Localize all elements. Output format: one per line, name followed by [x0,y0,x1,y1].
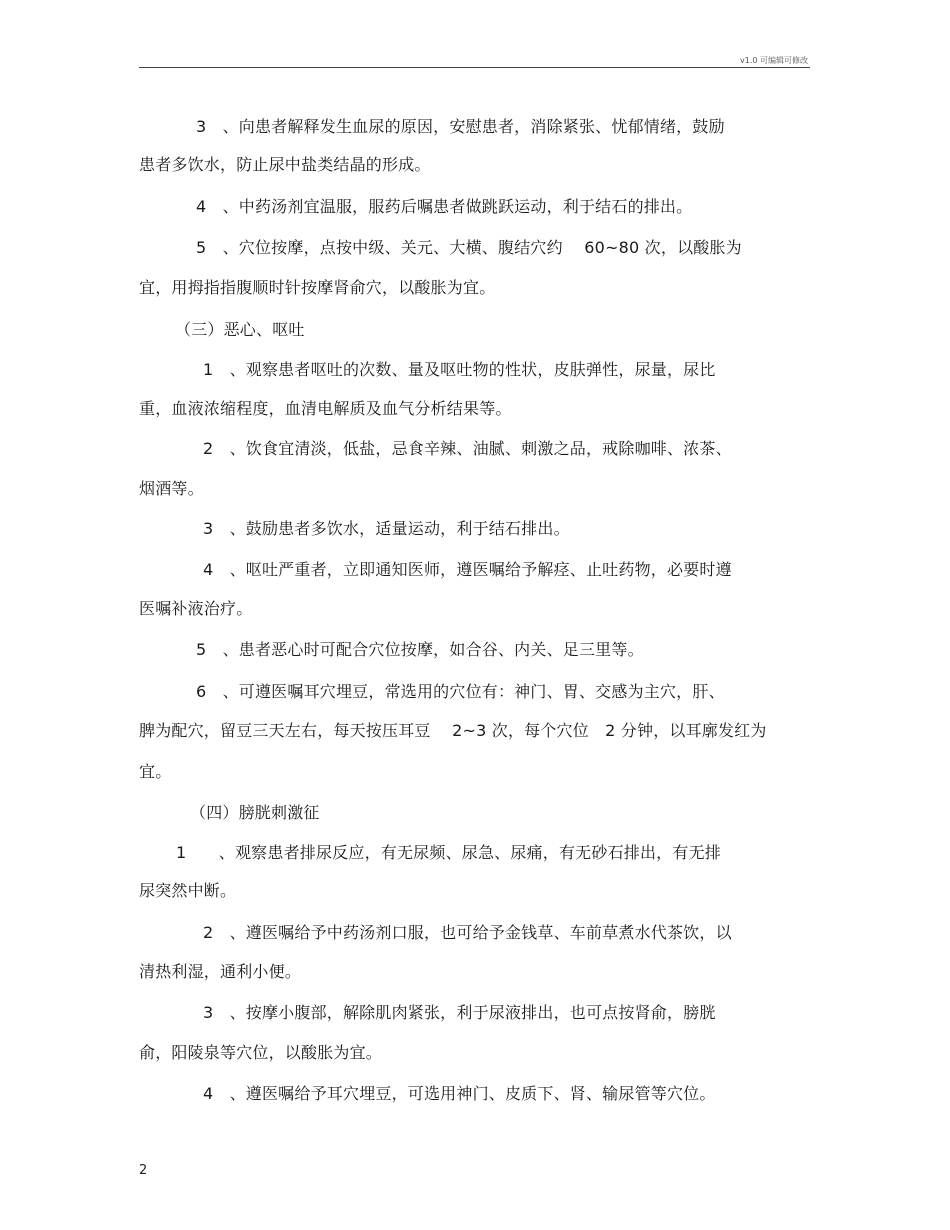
body-line: 6 、可遵医嘱耳穴埋豆，常选用的穴位有：神门、胃、交感为主穴，肝、 [196,682,725,701]
body-line: 尿突然中断。 [139,881,237,900]
body-line: 1 、观察患者排尿反应，有无尿频、尿急、尿痛，有无砂石排出，有无排 [176,843,721,862]
body-line: 患者多饮水，防止尿中盐类结晶的形成。 [139,155,431,174]
body-line: 医嘱补液治疗。 [139,599,253,618]
body-line: 4 、遵医嘱给予耳穴埋豆，可选用神门、皮质下、肾、输尿管等穴位。 [203,1084,716,1103]
body-line: 2 、遵医嘱给予中药汤剂口服，也可给予金钱草、车前草煮水代茶饮，以 [203,923,732,942]
body-line: 1 、观察患者呕吐的次数、量及呕吐物的性状，皮肤弹性，尿量，尿比 [203,360,716,379]
header-rule [139,67,810,68]
section-heading: （三）恶心、呕吐 [175,320,305,339]
header-version-note: v1.0 可编辑可修改 [740,56,808,65]
body-line: 宜。 [139,762,172,781]
body-line: 4 、中药汤剂宜温服，服药后嘱患者做跳跃运动，利于结石的排出。 [196,197,693,216]
body-line: 4 、呕吐严重者，立即通知医师，遵医嘱给予解痉、止吐药物，必要时遵 [203,560,732,579]
body-line: 3 、向患者解释发生血尿的原因，安慰患者，消除紧张、忧郁情绪，鼓励 [196,117,725,136]
body-line: 烟酒等。 [139,479,204,498]
page-number: 2 [139,1163,148,1178]
body-line: 5 、穴位按摩，点按中级、关元、大横、腹结穴约 60~80 次，以酸胀为 [196,238,742,257]
body-line: 脾为配穴，留豆三天左右，每天按压耳豆 2~3 次，每个穴位 2 分钟，以耳廓发红为 [139,721,767,740]
body-line: 俞，阳陵泉等穴位，以酸胀为宜。 [139,1043,383,1062]
body-line: 宜，用拇指指腹顺时针按摩肾俞穴，以酸胀为宜。 [139,278,496,297]
section-heading: （四）膀胱刺激征 [190,803,320,822]
body-line: 清热利湿，通利小便。 [139,962,302,981]
body-line: 5 、患者恶心时可配合穴位按摩，如合谷、内关、足三里等。 [196,640,644,659]
body-line: 3 、按摩小腹部，解除肌肉紧张，利于尿液排出，也可点按肾俞，膀胱 [203,1003,716,1022]
body-line: 3 、鼓励患者多饮水，适量运动，利于结石排出。 [203,519,570,538]
body-line: 重，血液浓缩程度，血清电解质及血气分析结果等。 [139,399,512,418]
body-line: 2 、饮食宜清淡，低盐，忌食辛辣、油腻、刺激之品，戒除咖啡、浓茶、 [203,439,732,458]
